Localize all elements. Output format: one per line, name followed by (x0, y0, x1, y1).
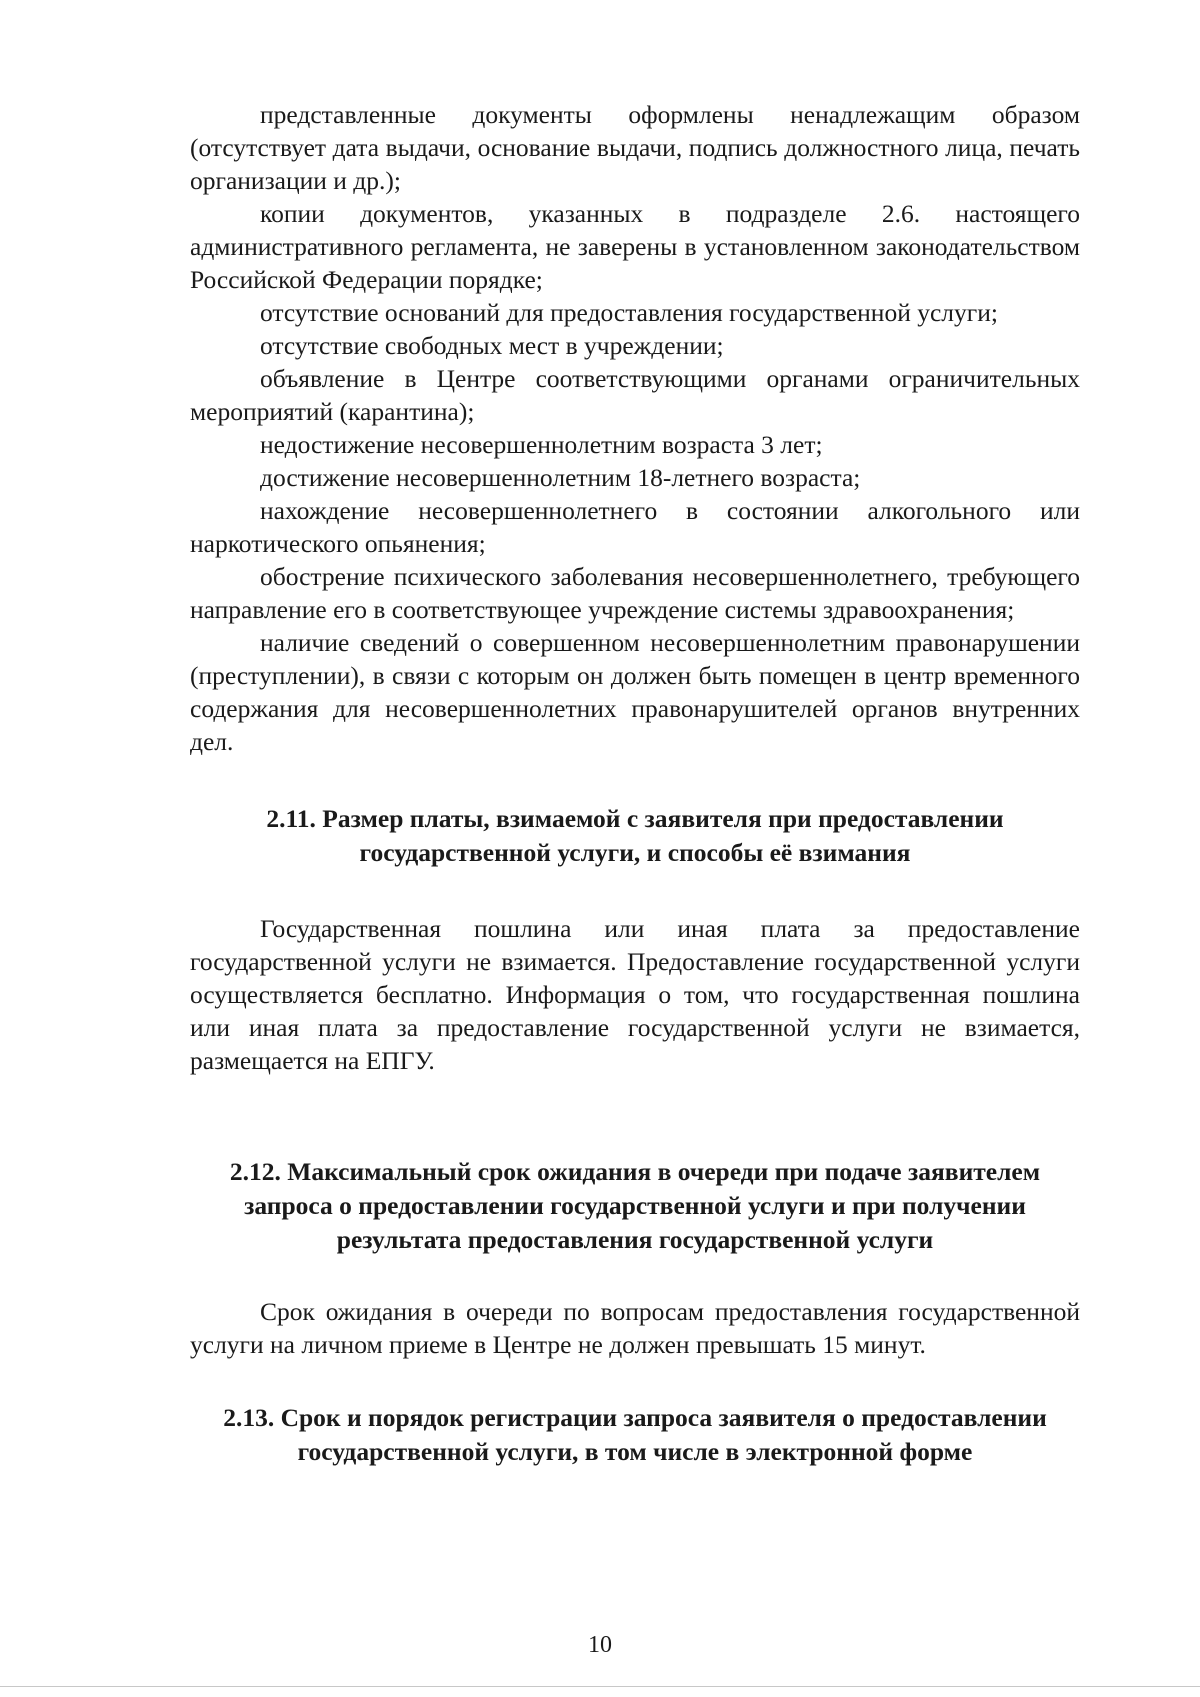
paragraph-offense: наличие сведений о совершенном несовершеннолетним правонарушении (преступлении), в связи с которым он должен быть помещен в центр временного содержания для несовершеннолетних правонарушителей органов внутренних дел. (190, 628, 1080, 756)
paragraph-intoxication: нахождение несовершеннолетнего в состоянии алкогольного или наркотического опьянения; (190, 496, 1080, 558)
section-2-11-heading: 2.11. Размер платы, взимаемой с заявителя при предоставлении государственной услуги, и способы её взимания (266, 804, 1004, 867)
section-2-12-heading: 2.12. Максимальный срок ожидания в очереди при подаче заявителем запроса о предоставлении государственной услуги и при получении результата предоставления государственной услуги (229, 1157, 1041, 1254)
paragraph-no-vacancies: отсутствие свободных мест в учреждении; (260, 331, 724, 360)
paragraph-mental-illness: обострение психического заболевания несовершеннолетнего, требующего направление его в соответствующее учреждение системы здравоохранения; (190, 562, 1080, 624)
section-2-13-heading: 2.13. Срок и порядок регистрации запроса заявителя о предоставлении государственной услуги, в том числе в электронной форме (223, 1403, 1047, 1466)
page-number: 10 (588, 1632, 612, 1658)
bottom-divider (0, 1686, 1200, 1687)
section-2-11-text: Государственная пошлина или иная плата за предоставление государственной услуги не взимается. Предоставление государственной услуги осуществляется бесплатно. Информация о том, что государственная пошлина или иная плата за предоставление государственной услуги не взимается, размещается на ЕПГУ. (190, 914, 1080, 1075)
paragraph-quarantine: объявление в Центре соответствующими органами ограничительных мероприятий (карантина); (190, 364, 1080, 426)
section-2-12-text: Срок ожидания в очереди по вопросам предоставления государственной услуги на личном приеме в Центре не должен превышать 15 минут. (190, 1297, 1080, 1359)
paragraph-uncertified-copies: копии документов, указанных в подразделе 2.6. настоящего административного регламента, не заверены в установленном законодательством Российской Федерации порядке; (190, 199, 1080, 294)
paragraph-improper-documents: представленные документы оформлены ненадлежащим образом (отсутствует дата выдачи, основание выдачи, подпись должностного лица, печать организации и др.); (190, 100, 1080, 195)
paragraph-under-age-3: недостижение несовершеннолетним возраста 3 лет; (260, 430, 823, 459)
paragraph-age-18: достижение несовершеннолетним 18-летнего возраста; (260, 463, 861, 492)
paragraph-no-grounds: отсутствие оснований для предоставления государственной услуги; (260, 298, 998, 327)
